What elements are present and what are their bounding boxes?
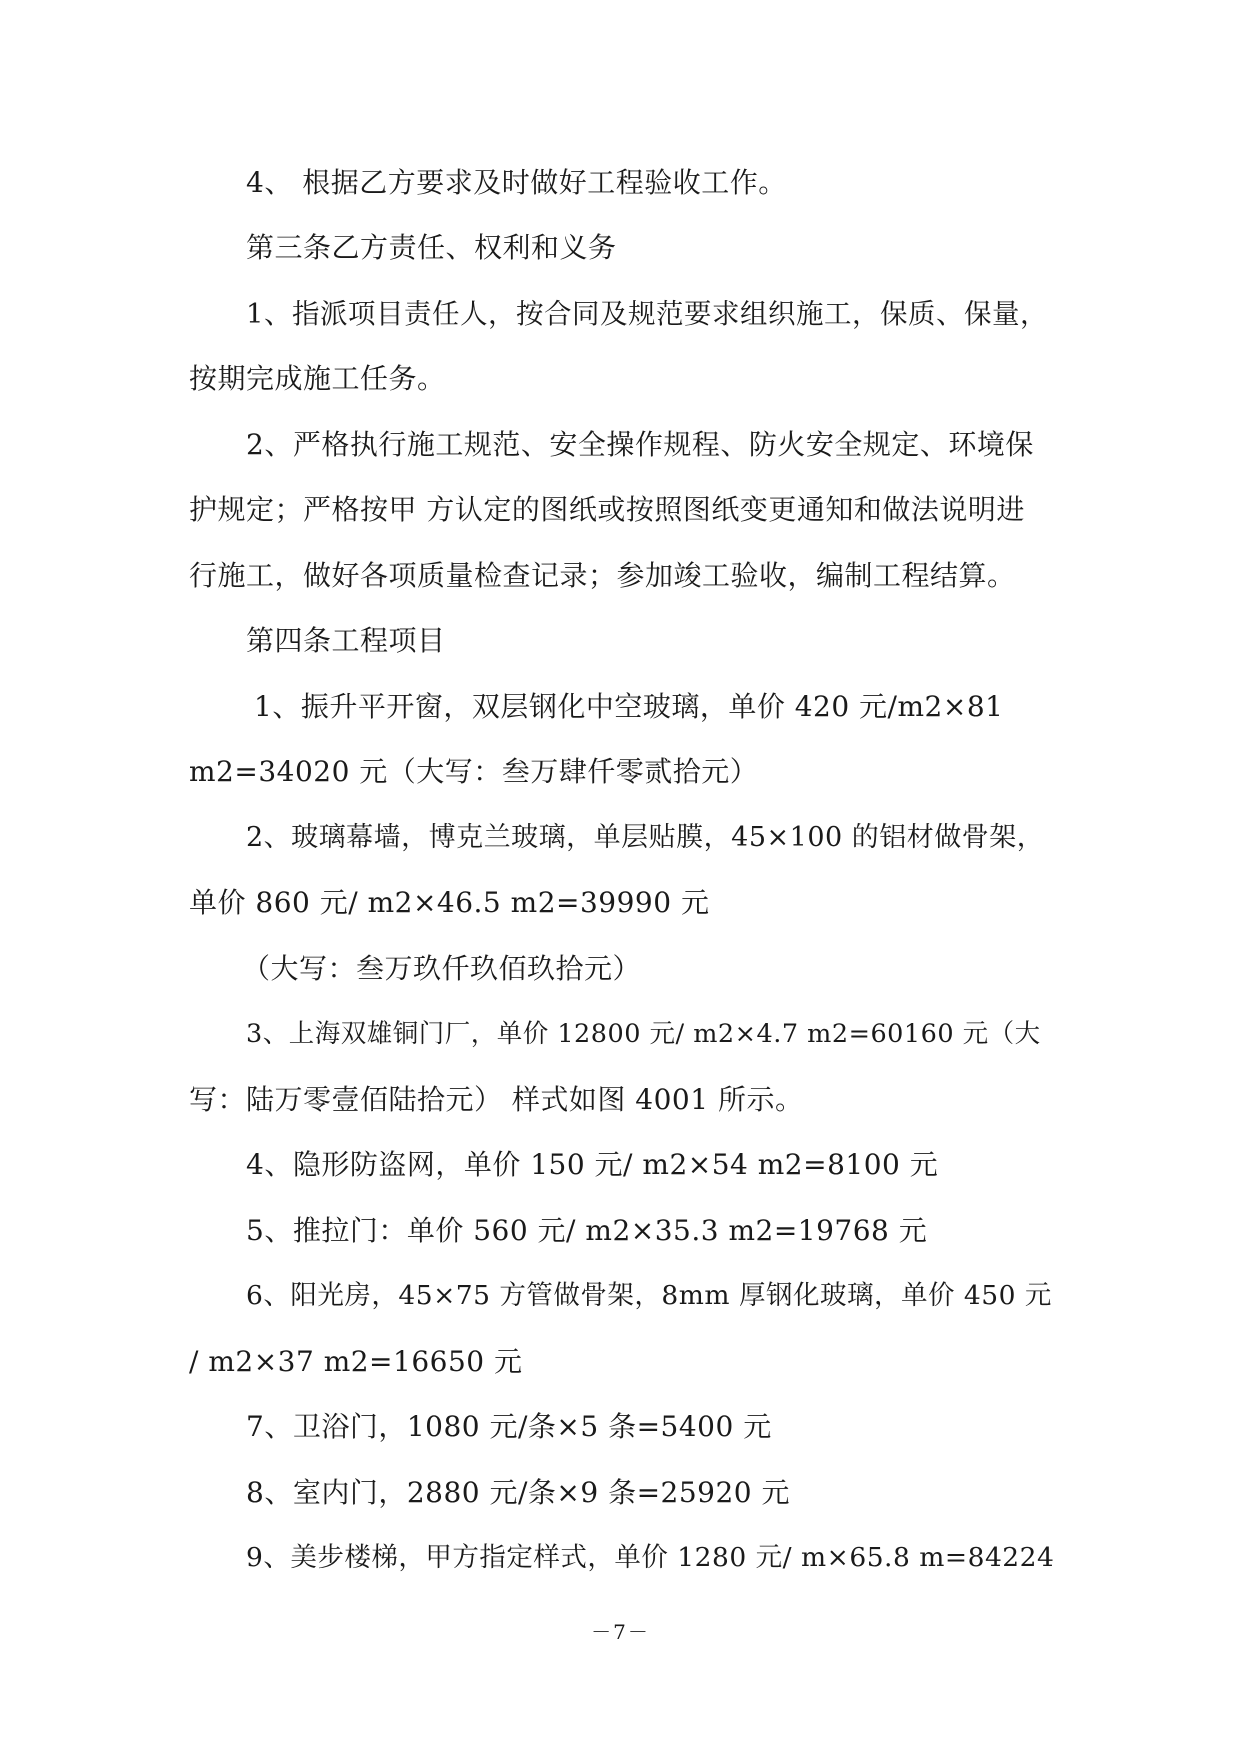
paragraph-line: 2、严格执行施工规范、安全操作规程、防火安全规定、环境保 [246,428,1034,461]
paragraph-line: 护规定；严格按甲 方认定的图纸或按照图纸变更通知和做法说明进 [189,493,1025,526]
paragraph-line: m2=34020 元（大写：叁万肆仟零贰拾元） [189,755,759,788]
section-heading: 第四条工程项目 [246,624,446,657]
paragraph-line: 1、振升平开窗，双层钢化中空玻璃，单价 420 元/m2×81 [254,690,1004,723]
paragraph-line: 按期完成施工任务。 [189,362,446,395]
paragraph-line: 7、卫浴门，1080 元/条×5 条=5400 元 [246,1410,772,1443]
paragraph-line: 8、室内门，2880 元/条×9 条=25920 元 [246,1476,791,1509]
paragraph-line: 2、玻璃幕墙，博克兰玻璃，单层贴膜，45×100 的铝材做骨架， [246,822,1045,853]
paragraph-line: 1、指派项目责任人，按合同及规范要求组织施工，保质、保量， [246,298,1048,330]
paragraph-line: 单价 860 元/ m2×46.5 m2=39990 元 [189,886,710,919]
paragraph-line: 4、隐形防盗网，单价 150 元/ m2×54 m2=8100 元 [246,1148,939,1181]
paragraph-line: / m2×37 m2=16650 元 [189,1345,523,1378]
paragraph-line: 行施工，做好各项质量检查记录；参加竣工验收，编制工程结算。 [189,559,1016,592]
paragraph-line: 6、阳光房，45×75 方管做骨架，8mm 厚钢化玻璃，单价 450 元 [246,1280,1052,1311]
paragraph-line: 9、美步楼梯，甲方指定样式，单价 1280 元/ m×65.8 m=84224 [246,1542,1055,1573]
paragraph-line: 写：陆万零壹佰陆拾元） 样式如图 4001 所示。 [189,1083,804,1116]
paragraph-line: 5、推拉门：单价 560 元/ m2×35.3 m2=19768 元 [246,1214,928,1247]
paragraph-line: 3、上海双雄铜门厂，单价 12800 元/ m2×4.7 m2=60160 元（大 [246,1019,1041,1049]
page-number: －7－ [591,1620,650,1644]
paragraph-line: （大写：叁万玖仟玖佰玖拾元） [242,952,642,985]
paragraph-line: 4、 根据乙方要求及时做好工程验收工作。 [246,166,787,199]
section-heading: 第三条乙方责任、权利和义务 [246,231,617,264]
